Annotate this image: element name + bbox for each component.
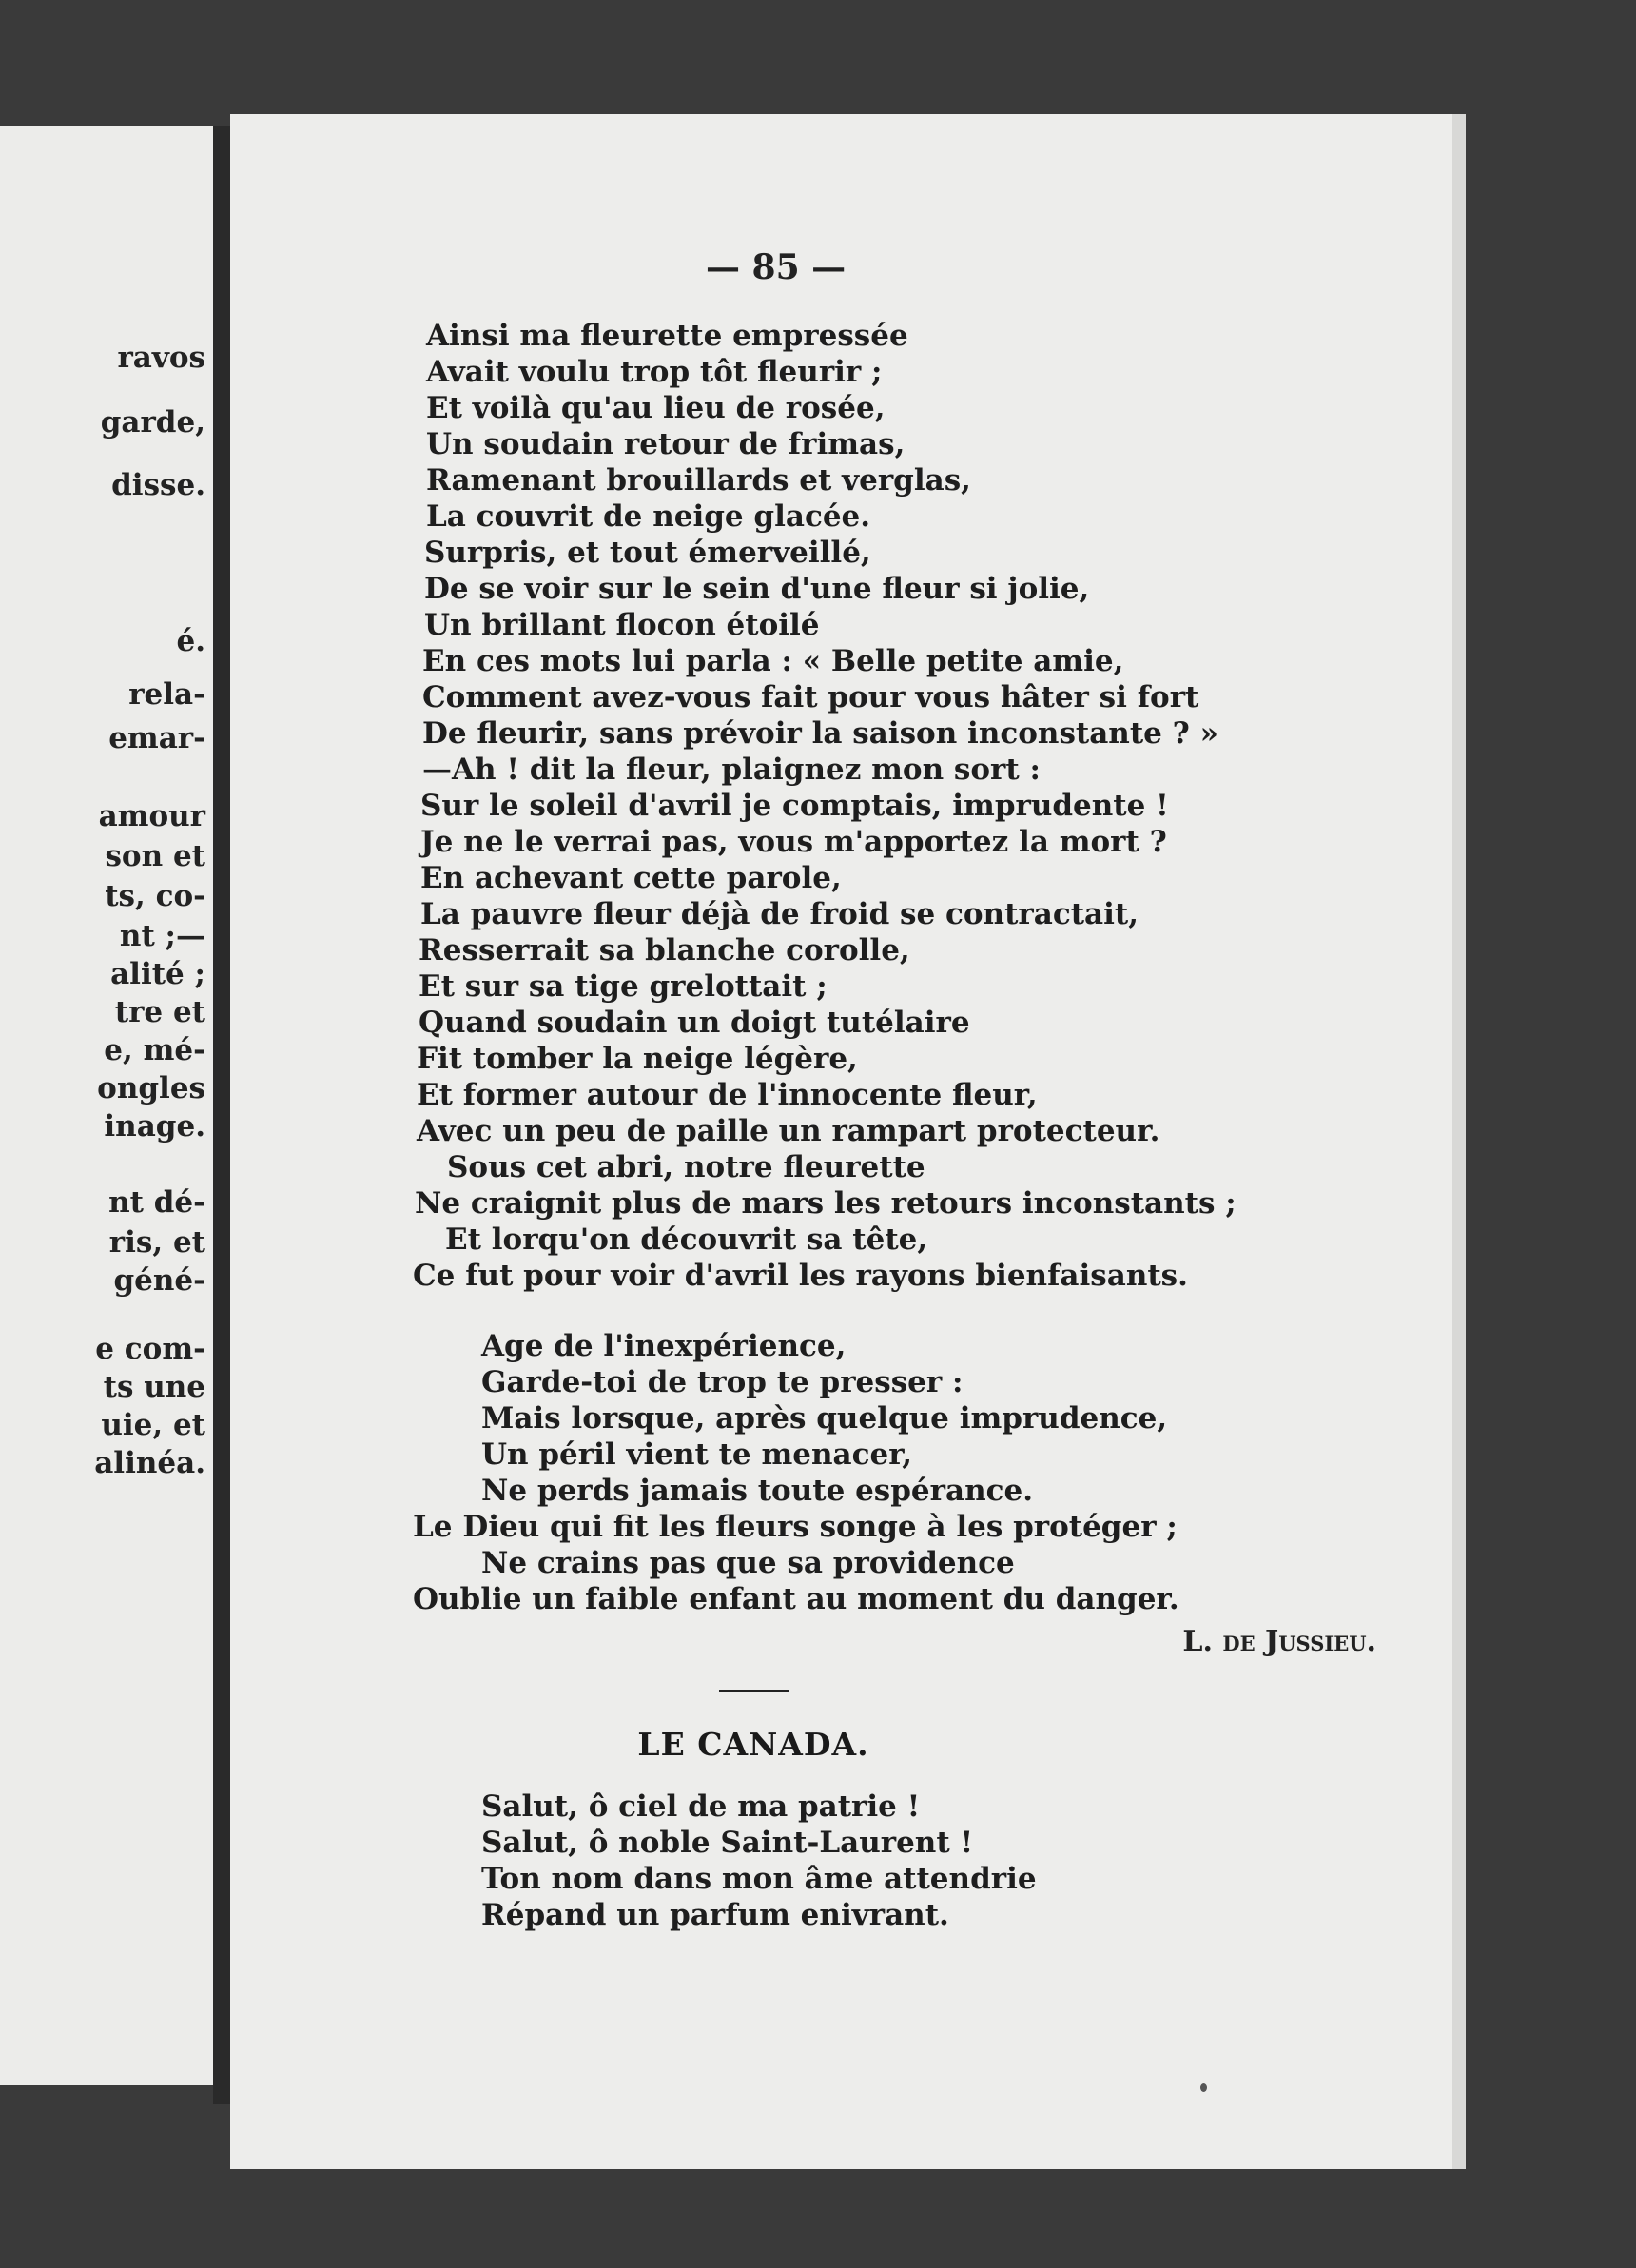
left-page-fragment: é. [176, 624, 205, 658]
left-page-fragment: garde, [100, 405, 205, 440]
poem-author [996, 1625, 1376, 1658]
left-page-fragment: e com- [95, 1332, 205, 1366]
left-page-fragment: ris, et [108, 1225, 205, 1260]
left-page-fragment: disse. [111, 468, 205, 502]
verse-line: De se voir sur le sein d'une fleur si jolie, [424, 572, 1090, 606]
section-divider [719, 1690, 789, 1692]
left-page [0, 126, 213, 2085]
verse-line: Resserrait sa blanche corolle, [419, 933, 910, 968]
verse-line: Ne craignit plus de mars les retours inconstants ; [415, 1186, 1237, 1221]
verse-line: Mais lorsque, après quelque imprudence, [481, 1401, 1168, 1436]
book-gutter [213, 126, 230, 2104]
left-page-fragment: nt ;— [119, 919, 205, 953]
verse-line: Et voilà qu'au lieu de rosée, [426, 391, 886, 425]
verse-line: Ainsi ma fleurette empressée [426, 319, 908, 353]
verse-line: De fleurir, sans prévoir la saison inconstante ? » [422, 716, 1219, 751]
verse-line: La couvrit de neige glacée. [426, 499, 871, 534]
verse-line: Sous cet abri, notre fleurette [447, 1150, 925, 1184]
left-page-fragment: ts, co- [105, 879, 205, 913]
verse-line: Comment avez-vous fait pour vous hâter si fort [422, 680, 1199, 714]
left-page-fragment: son et [105, 839, 205, 873]
verse-line: La pauvre fleur déjà de froid se contractait, [420, 897, 1139, 931]
verse-line: Avait voulu trop tôt fleurir ; [426, 355, 883, 389]
paper-speck [1200, 2083, 1207, 2092]
verse-line: Et lorqu'on découvrit sa tête, [445, 1222, 928, 1257]
left-page-fragment: nt dé- [108, 1185, 205, 1220]
verse-line: Ramenant brouillards et verglas, [426, 463, 971, 498]
verse-line: —Ah ! dit la fleur, plaignez mon sort : [422, 753, 1041, 787]
verse-line: Avec un peu de paille un rampart protecteur. [417, 1114, 1160, 1148]
verse-line: Ne crains pas que sa providence [481, 1546, 1015, 1580]
left-page-fragment: ts une [103, 1370, 205, 1404]
verse-line: Un brillant flocon étoilé [424, 608, 820, 642]
left-page-fragment: emar- [108, 721, 205, 755]
page-edge [1452, 114, 1466, 2169]
left-page-fragment: e, mé- [104, 1033, 205, 1067]
left-page-fragment: alité ; [110, 957, 205, 991]
verse-line: Surpris, et tout émerveillé, [424, 536, 871, 570]
left-page-fragment: alinéa. [94, 1446, 205, 1480]
verse-line: Répand un parfum enivrant. [481, 1898, 949, 1932]
verse-line: En achevant cette parole, [420, 861, 842, 895]
left-page-fragment: inage. [104, 1109, 205, 1144]
author-name: de Jussieu. [1222, 1625, 1376, 1658]
verse-line: Je ne le verrai pas, vous m'apportez la mort ? [420, 825, 1167, 859]
left-page-fragment: amour [98, 799, 205, 833]
left-page-fragment: rela- [128, 677, 205, 712]
verse-line: Oublie un faible enfant au moment du danger. [413, 1582, 1179, 1616]
verse-line: Le Dieu qui fit les fleurs songe à les protéger ; [413, 1510, 1178, 1544]
section-title: LE CANADA. [637, 1726, 869, 1763]
verse-line: Un soudain retour de frimas, [426, 427, 906, 461]
verse-line: Garde-toi de trop te presser : [481, 1365, 964, 1399]
verse-line: Salut, ô noble Saint-Laurent ! [481, 1826, 974, 1860]
verse-line: Salut, ô ciel de ma patrie ! [481, 1789, 921, 1824]
left-page-fragment: uie, et [101, 1408, 205, 1442]
verse-line: Un péril vient te menacer, [481, 1437, 913, 1472]
verse-line: Fit tomber la neige légère, [417, 1042, 858, 1076]
left-page-fragment: géné- [113, 1263, 205, 1298]
right-page [230, 114, 1452, 2169]
verse-line: En ces mots lui parla : « Belle petite amie, [422, 644, 1124, 678]
verse-line: Ce fut pour voir d'avril les rayons bienfaisants. [413, 1259, 1188, 1293]
verse-line: Age de l'inexpérience, [481, 1329, 847, 1363]
verse-line: Ne perds jamais toute espérance. [481, 1474, 1034, 1508]
left-page-fragment: ravos [117, 341, 205, 375]
left-page-fragment: tre et [114, 995, 205, 1029]
page-number: — 85 — [706, 247, 847, 287]
verse-line: Ton nom dans mon âme attendrie [481, 1862, 1037, 1896]
verse-line: Quand soudain un doigt tutélaire [419, 1006, 970, 1040]
verse-line: Et sur sa tige grelottait ; [419, 969, 828, 1004]
verse-line: Et former autour de l'innocente fleur, [417, 1078, 1038, 1112]
author-initial: L. [1182, 1625, 1223, 1658]
verse-line: Sur le soleil d'avril je comptais, imprudente ! [420, 789, 1169, 823]
left-page-fragment: ongles [97, 1071, 205, 1105]
